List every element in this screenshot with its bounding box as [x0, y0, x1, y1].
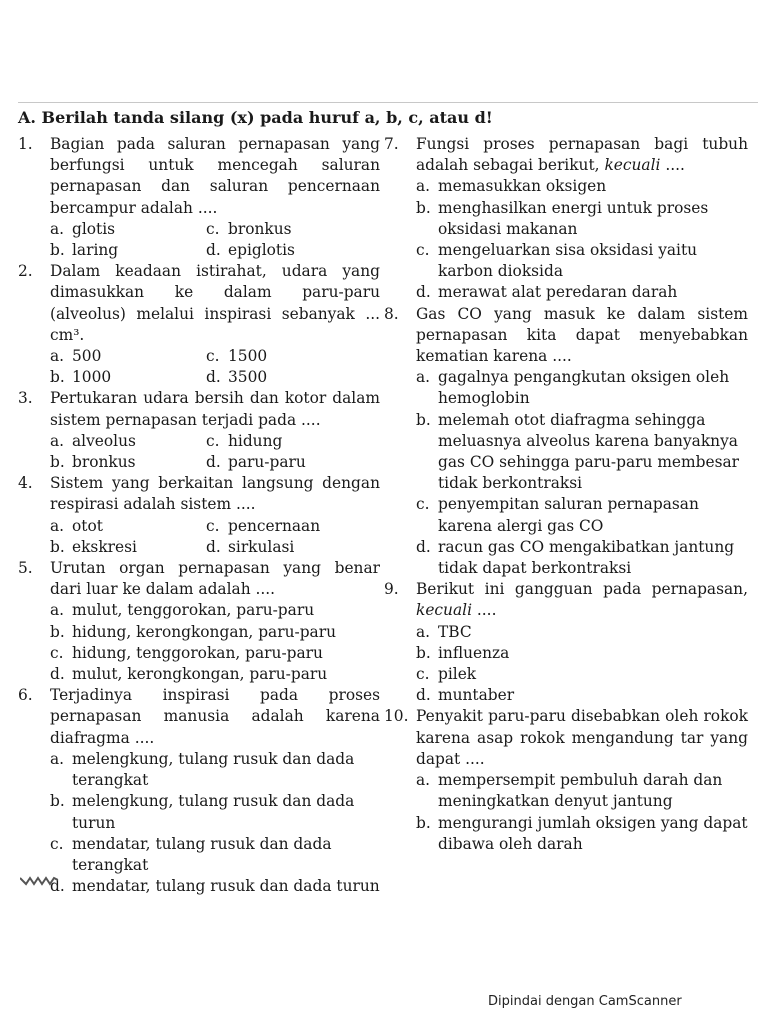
question-number: 7. [384, 135, 399, 153]
answer-option[interactable] [50, 346, 206, 367]
option-text: 3500 [228, 368, 268, 387]
option-text: gagalnya pengangkutan oksigen oleh hemoglobin [438, 368, 730, 408]
option-text: hidung [228, 431, 283, 450]
option-letter: a. [50, 749, 65, 768]
answer-options [50, 600, 380, 685]
answer-options [416, 176, 748, 303]
question-number: 6. [18, 686, 33, 705]
question-item [18, 261, 380, 388]
question-number: 10. [384, 707, 409, 726]
question-number: 1. [18, 135, 33, 153]
answer-option[interactable] [50, 537, 206, 558]
option-letter: c. [416, 665, 430, 684]
question-item [18, 473, 380, 558]
answer-option[interactable] [50, 240, 206, 261]
option-letter: b. [416, 198, 431, 217]
question-item [18, 685, 380, 897]
answer-option[interactable] [416, 813, 748, 855]
answer-option[interactable] [50, 664, 380, 685]
answer-option[interactable] [416, 643, 748, 664]
answer-options [50, 431, 380, 473]
option-letter: b. [50, 241, 65, 260]
question-text-main: Gas CO yang masuk ke dalam sistem pernapasan kita dapat menyebabkan kematian karena .... [416, 304, 748, 366]
option-letter: b. [50, 453, 65, 472]
answer-options [416, 622, 748, 707]
option-text: bronkus [228, 219, 292, 238]
option-text: 1500 [228, 347, 268, 366]
option-text: mulut, tenggorokan, paru-paru [72, 601, 315, 620]
option-text: mulut, kerongkongan, paru-paru [72, 665, 328, 684]
question-text-emphasis: kecuali [604, 156, 661, 175]
answer-option[interactable] [416, 282, 748, 303]
question-text [50, 134, 380, 219]
option-text: mempersempit pembuluh darah dan meningkatkan denyut jantung [438, 771, 723, 811]
answer-option[interactable] [416, 240, 748, 282]
answer-option[interactable] [206, 537, 380, 558]
option-letter: c. [206, 516, 220, 535]
answer-options [416, 367, 748, 579]
option-letter: d. [50, 665, 65, 684]
option-text: racun gas CO mengakibatkan jantung tidak dapat berkontraksi [438, 537, 735, 578]
answer-options [416, 770, 748, 855]
option-text: paru-paru [228, 453, 306, 472]
question-text [416, 304, 748, 368]
option-text: mendatar, tulang rusuk dan dada turun [72, 877, 380, 896]
answer-option[interactable] [206, 367, 380, 388]
option-letter: c. [206, 219, 220, 238]
answer-option[interactable] [206, 219, 380, 240]
question-item [18, 134, 380, 261]
option-letter: b. [50, 792, 65, 811]
left-column [18, 134, 380, 897]
answer-option[interactable] [50, 834, 380, 876]
option-letter: b. [416, 643, 431, 662]
question-text [50, 261, 380, 346]
option-letter: c. [206, 431, 220, 450]
scanner-watermark: Dipindai dengan CamScanner [488, 994, 682, 1009]
option-text: menghasilkan energi untuk proses oksidasi makanan [438, 198, 709, 238]
question-text [416, 134, 748, 176]
option-letter: d. [206, 241, 221, 260]
question-number: 5. [18, 559, 33, 578]
answer-options [50, 346, 380, 388]
question-item [18, 388, 380, 473]
answer-option[interactable] [50, 791, 380, 833]
option-text: pilek [438, 665, 477, 684]
question-number: 3. [18, 389, 33, 408]
option-letter: d. [206, 453, 221, 472]
question-item [18, 558, 380, 685]
question-text [416, 579, 748, 621]
question-text-main: Fungsi proses pernapasan bagi tubuh adalah sebagai berikut, [416, 135, 748, 175]
question-text-main: Penyakit paru-paru disebabkan oleh rokok karena asap rokok mengandung tar yang dapat .... [416, 707, 748, 768]
option-text: melengkung, tulang rusuk dan dada turun [72, 792, 355, 832]
answer-option[interactable] [416, 410, 748, 495]
option-letter: b. [50, 537, 65, 556]
section-heading: A. Berilah tanda silang (x) pada huruf a, b, c, atau d! [18, 108, 493, 127]
option-letter: b. [416, 813, 431, 832]
option-letter: a. [416, 368, 431, 387]
option-text: mengurangi jumlah oksigen yang dapat dibawa oleh darah [438, 813, 748, 853]
question-number: 8. [384, 304, 399, 323]
option-text: melengkung, tulang rusuk dan dada terangkat [72, 749, 355, 790]
option-letter: d. [416, 686, 431, 705]
answer-option[interactable] [50, 749, 380, 791]
option-text: bronkus [72, 453, 136, 472]
right-column [384, 134, 748, 855]
option-letter: d. [206, 537, 221, 556]
question-item [384, 706, 748, 854]
option-text: alveolus [72, 431, 136, 450]
option-text: ekskresi [72, 537, 137, 556]
answer-option[interactable] [206, 240, 380, 261]
option-letter: d. [206, 368, 221, 387]
option-text: penyempitan saluran pernapasan karena alergi gas CO [438, 495, 699, 535]
answer-option[interactable] [416, 494, 748, 536]
answer-options [50, 749, 380, 897]
option-letter: a. [50, 347, 65, 366]
answer-options [50, 516, 380, 558]
option-text: 1000 [72, 368, 112, 387]
option-letter: a. [50, 516, 65, 535]
option-text: hidung, kerongkongan, paru-paru [72, 622, 336, 641]
answer-option[interactable] [416, 770, 748, 812]
question-text [50, 388, 380, 430]
option-letter: d. [50, 877, 65, 896]
option-letter: a. [50, 431, 65, 450]
option-text: laring [72, 241, 119, 260]
option-text: 500 [72, 347, 102, 366]
answer-option[interactable] [50, 600, 380, 621]
answer-option[interactable] [50, 452, 206, 473]
option-letter: c. [206, 347, 220, 366]
option-letter: c. [50, 643, 64, 662]
question-text-main: Urutan organ pernapasan yang benar dari luar ke dalam adalah .... [50, 559, 380, 599]
answer-option[interactable] [206, 452, 380, 473]
option-text: memasukkan oksigen [438, 177, 607, 196]
answer-option[interactable] [50, 431, 206, 452]
option-text: merawat alat peredaran darah [438, 283, 678, 302]
question-text [416, 706, 748, 770]
option-letter: a. [416, 771, 431, 790]
option-text: mengeluarkan sisa oksidasi yaitu karbon dioksida [438, 241, 698, 281]
answer-option[interactable] [50, 367, 206, 388]
answer-option[interactable] [416, 537, 748, 579]
answer-option[interactable] [50, 516, 206, 537]
question-text-main: Sistem yang berkaitan langsung dengan respirasi adalah sistem .... [50, 474, 380, 514]
answer-option[interactable] [416, 176, 748, 197]
option-letter: a. [50, 219, 65, 238]
answer-option[interactable] [416, 622, 748, 643]
question-text-end: .... [472, 601, 497, 620]
question-text-end: .... [660, 156, 685, 175]
question-text-main: Bagian pada saluran pernapasan yang berfungsi untuk mencegah saluran pernapasan dan saluran pencernaan bercampur adalah .... [50, 135, 380, 217]
question-text [50, 685, 380, 749]
option-letter: d. [416, 537, 431, 556]
option-text: mendatar, tulang rusuk dan dada terangkat [72, 834, 332, 874]
option-text: otot [72, 516, 103, 535]
question-item [384, 134, 748, 304]
option-letter: a. [416, 177, 431, 196]
question-text-main: Pertukaran udara bersih dan kotor dalam sistem pernapasan terjadi pada .... [50, 389, 380, 429]
option-letter: c. [416, 495, 430, 514]
option-letter: c. [50, 834, 64, 853]
option-letter: d. [416, 283, 431, 302]
answer-option[interactable] [416, 685, 748, 706]
answer-option[interactable] [206, 516, 380, 537]
top-rule [18, 102, 758, 103]
question-item [384, 304, 748, 580]
option-text: epiglotis [228, 241, 295, 260]
question-item [384, 579, 748, 706]
question-text [50, 558, 380, 600]
question-number: 9. [384, 580, 399, 599]
question-text-main: Dalam keadaan istirahat, udara yang dimasukkan ke dalam paru-paru (alveolus) melalui inspirasi sebanyak ... cm³. [50, 262, 380, 344]
option-text: sirkulasi [228, 537, 295, 556]
option-text: hidung, tenggorokan, paru-paru [72, 643, 323, 662]
answer-option[interactable] [416, 367, 748, 409]
answer-option[interactable] [50, 643, 380, 664]
question-text-main: Terjadinya inspirasi pada proses pernapasan manusia adalah karena diafragma .... [50, 686, 380, 747]
answer-option[interactable] [50, 219, 206, 240]
answer-option[interactable] [206, 346, 380, 367]
question-number: 4. [18, 474, 33, 493]
option-letter: b. [50, 368, 65, 387]
option-text: muntaber [438, 686, 515, 705]
answer-option[interactable] [206, 431, 380, 452]
option-letter: c. [416, 241, 430, 260]
answer-options [50, 219, 380, 261]
question-number: 2. [18, 262, 33, 281]
option-text: pencernaan [228, 516, 321, 535]
option-letter: b. [50, 622, 65, 641]
answer-option[interactable] [50, 622, 380, 643]
answer-option[interactable] [416, 664, 748, 685]
question-text [50, 473, 380, 515]
option-text: TBC [438, 622, 472, 641]
option-letter: b. [416, 410, 431, 429]
option-letter: a. [50, 601, 65, 620]
question-text-main: Berikut ini gangguan pada pernapasan, [416, 580, 748, 599]
option-text: melemah otot diafragma sehingga meluasnya alveolus karena banyaknya gas CO sehingga paru-paru membesar tidak berkontraksi [438, 410, 740, 493]
option-letter: a. [416, 622, 431, 641]
option-text: influenza [438, 643, 510, 662]
question-text-emphasis: kecuali [416, 601, 472, 620]
answer-option[interactable] [50, 876, 380, 897]
option-text: glotis [72, 219, 116, 238]
page-corner-mark [20, 876, 58, 886]
answer-option[interactable] [416, 198, 748, 240]
